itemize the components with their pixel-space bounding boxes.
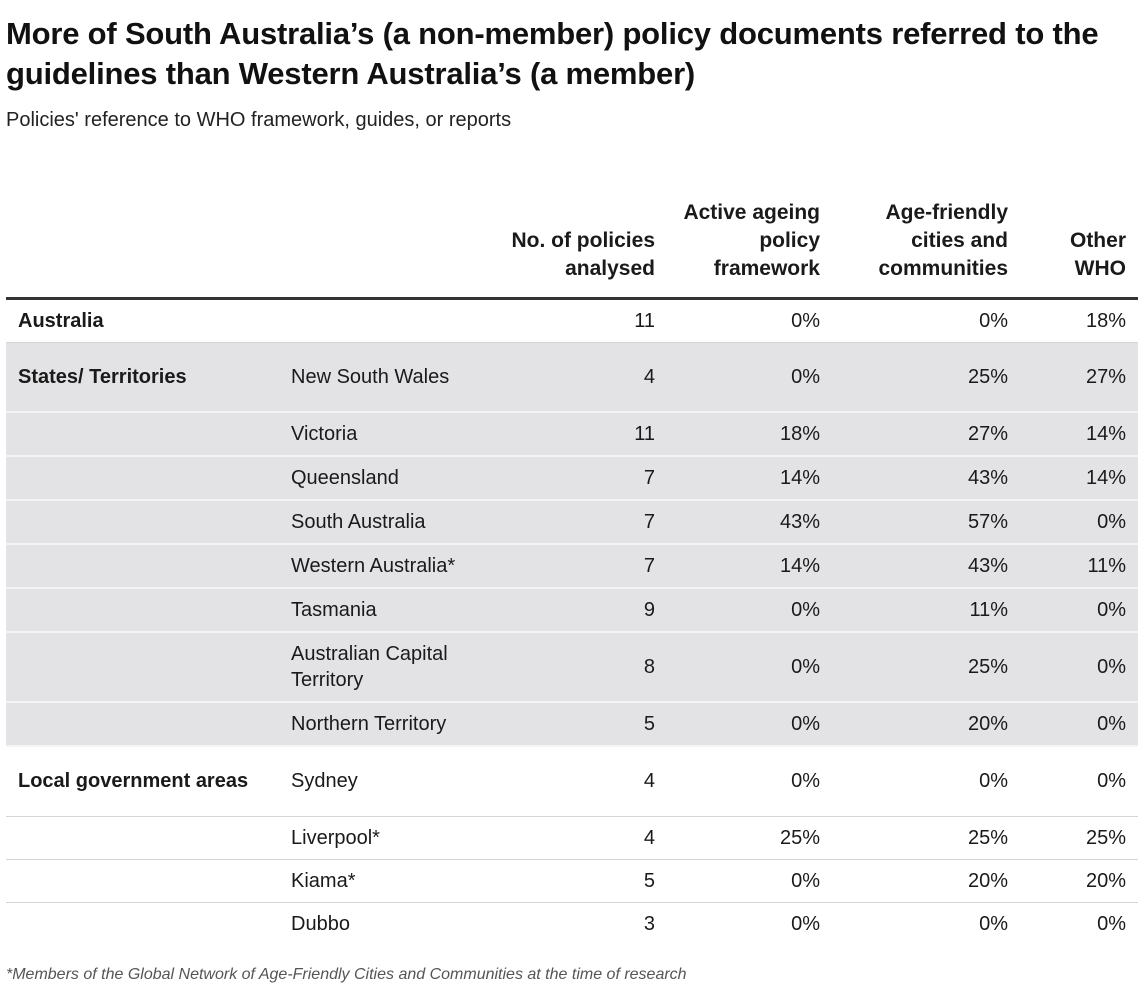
chart-title: More of South Australia’s (a non-member) policy documents referred to the guidelines than Western Australia’s (a member) [6, 16, 1099, 91]
other-who-cell: 0% [1020, 746, 1138, 816]
policies-cell: 11 [471, 412, 667, 456]
other-who-cell: 0% [1097, 912, 1126, 935]
row-name-cell: Liverpool* [279, 816, 471, 859]
row-group-cell [6, 412, 279, 456]
other-who-cell: 14% [1020, 412, 1138, 456]
table-row [6, 456, 1138, 500]
other-who-cell: 20% [1020, 859, 1138, 902]
row-group-cell [6, 859, 279, 902]
age-friendly-cell: 11% [832, 588, 1020, 632]
policies-cell: 5 [471, 859, 667, 902]
row-group-cell [6, 632, 279, 702]
row-name-cell: Sydney [279, 746, 471, 816]
table-row [6, 298, 1138, 342]
row-group-cell [6, 588, 279, 632]
table-body [6, 298, 1138, 945]
row-group-cell [6, 544, 279, 588]
footnote: *Members of the Global Network of Age-Friendly Cities and Communities at the time of research [6, 966, 687, 983]
column-header-other-who: Other WHO [1020, 170, 1138, 298]
row-group-cell [6, 902, 279, 945]
other-who-cell: 14% [1020, 456, 1138, 500]
age-friendly-cell: 20% [832, 702, 1020, 746]
table-row [6, 342, 1138, 412]
column-header [6, 170, 279, 298]
column-header-policies: No. of policies analysed [471, 170, 667, 298]
active-ageing-cell: 0% [667, 588, 832, 632]
row-name-cell [279, 298, 471, 342]
other-who-cell: 25% [1020, 816, 1138, 859]
row-name-cell: New South Wales [279, 342, 471, 412]
table-row [6, 816, 1138, 859]
row-group-cell: States/ Territories [6, 342, 279, 412]
policies-cell: 7 [471, 544, 667, 588]
table-row [6, 746, 1138, 816]
active-ageing-cell: 0% [667, 298, 832, 342]
active-ageing-cell: 0% [667, 632, 832, 702]
other-who-cell: 0% [1020, 588, 1138, 632]
row-name-cell: Victoria [279, 412, 471, 456]
policies-cell: 11 [471, 298, 667, 342]
policies-cell: 7 [471, 500, 667, 544]
other-who-cell: 11% [1020, 544, 1138, 588]
age-friendly-cell: 0% [832, 746, 1020, 816]
table-row [6, 544, 1138, 588]
table-row [6, 632, 1138, 702]
row-name-cell: Queensland [279, 456, 471, 500]
row-name-cell: Australian Capital Territory [279, 632, 471, 702]
table-row [6, 500, 1138, 544]
chart-subtitle: Policies' reference to WHO framework, guides, or reports [6, 109, 512, 131]
other-who-cell: 0% [1020, 500, 1138, 544]
active-ageing-cell: 14% [667, 544, 832, 588]
age-friendly-cell: 27% [832, 412, 1020, 456]
age-friendly-cell: 43% [832, 544, 1020, 588]
active-ageing-cell: 0% [667, 746, 832, 816]
column-header-active-ageing: Active ageing policy framework [667, 170, 832, 298]
row-group-cell: Australia [6, 298, 279, 342]
other-who-cell: 0% [1020, 702, 1138, 746]
age-friendly-cell: 43% [832, 456, 1020, 500]
age-friendly-cell: 25% [832, 342, 1020, 412]
policy-table [6, 170, 1138, 945]
active-ageing-cell: 0% [667, 342, 832, 412]
policies-cell: 3 [643, 912, 655, 935]
policies-cell: 4 [471, 342, 667, 412]
other-who-cell: 18% [1020, 298, 1138, 342]
policies-cell: 8 [471, 632, 667, 702]
active-ageing-cell: 18% [667, 412, 832, 456]
age-friendly-cell: 0% [832, 298, 1020, 342]
row-group-cell [6, 702, 279, 746]
age-friendly-cell: 25% [832, 816, 1020, 859]
row-name-cell: Kiama* [279, 859, 471, 902]
row-name-cell: Dubbo [291, 912, 350, 935]
other-who-cell: 27% [1020, 342, 1138, 412]
table-row [6, 588, 1138, 632]
policies-cell: 7 [471, 456, 667, 500]
row-name-cell: Tasmania [279, 588, 471, 632]
active-ageing-cell: 14% [667, 456, 832, 500]
row-group-cell [6, 500, 279, 544]
policies-cell: 4 [471, 746, 667, 816]
age-friendly-cell: 25% [832, 632, 1020, 702]
row-group-cell [6, 816, 279, 859]
table-row [6, 702, 1138, 746]
policies-cell: 4 [471, 816, 667, 859]
age-friendly-cell: 57% [832, 500, 1020, 544]
column-header-age-friendly: Age-friendly cities and communities [832, 170, 1020, 298]
other-who-cell: 0% [1020, 632, 1138, 702]
policies-cell: 9 [471, 588, 667, 632]
active-ageing-cell: 43% [667, 500, 832, 544]
row-name-cell: South Australia [279, 500, 471, 544]
policies-cell: 5 [471, 702, 667, 746]
row-group-cell: Local government areas [6, 746, 279, 816]
active-ageing-cell: 0% [791, 912, 820, 935]
age-friendly-cell: 20% [832, 859, 1020, 902]
column-header [279, 170, 471, 298]
table-row [6, 859, 1138, 902]
table-row [6, 412, 1138, 456]
row-name-cell: Western Australia* [279, 544, 471, 588]
row-group-cell [6, 456, 279, 500]
table-row [6, 902, 1138, 945]
active-ageing-cell: 25% [667, 816, 832, 859]
age-friendly-cell: 0% [979, 912, 1008, 935]
header-row [6, 170, 1138, 298]
active-ageing-cell: 0% [667, 859, 832, 902]
row-name-cell: Northern Territory [279, 702, 471, 746]
active-ageing-cell: 0% [667, 702, 832, 746]
